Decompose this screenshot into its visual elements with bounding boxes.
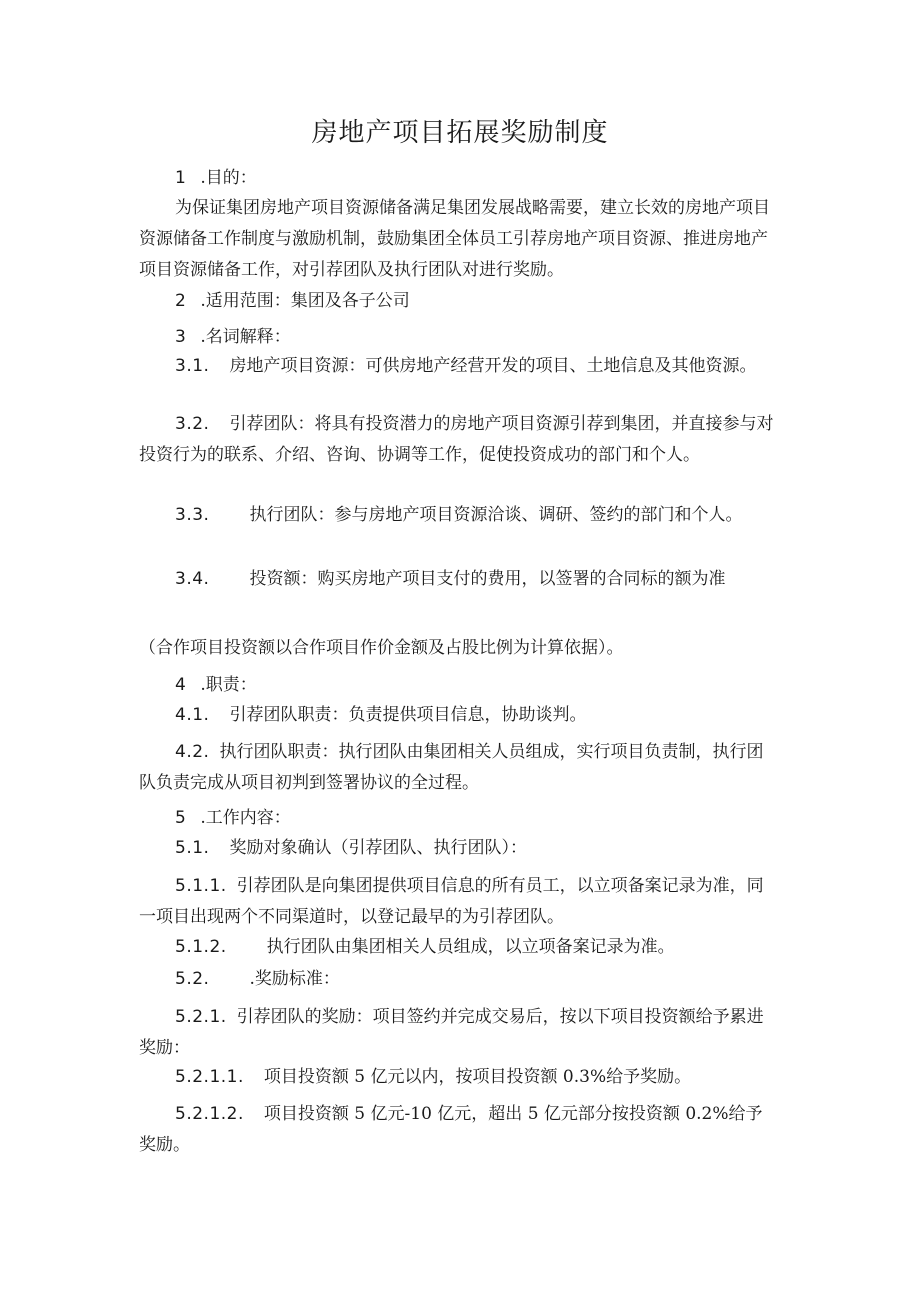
page-title: 房地产项目拓展奖励制度 — [311, 118, 609, 148]
clause-text: 执行团队由集团相关人员组成，以立项备案记录为准。 — [266, 937, 675, 957]
clause-4-2 — [139, 737, 779, 799]
clause-number: 4.2. — [175, 742, 210, 762]
section-label: .工作内容： — [200, 808, 291, 828]
clause-5-2-1-2 — [139, 1099, 779, 1161]
clause-5-2 — [139, 964, 779, 995]
clause-5-1 — [139, 833, 779, 864]
section-number: 2 — [175, 291, 187, 311]
section-3-heading — [139, 322, 779, 353]
clause-text: .奖励标准： — [249, 969, 340, 989]
section-1-heading — [139, 163, 779, 194]
clause-text: 引荐团队的奖励：项目签约并完成交易后，按以下项目投资额给予累进奖励： — [139, 1007, 764, 1058]
clause-3-2 — [139, 409, 779, 471]
clause-text: 投资额：购买房地产项目支付的费用，以签署的合同标的额为准 — [249, 569, 726, 589]
section-label: .职责： — [200, 675, 257, 695]
clause-3-4-note: （合作项目投资额以合作项目作价金额及占股比例为计算依据）。 — [139, 638, 624, 658]
clause-text: 引荐团队职责：负责提供项目信息，协助谈判。 — [229, 705, 587, 725]
clause-5-2-1-1 — [139, 1062, 779, 1093]
clause-text: 执行团队：参与房地产项目资源洽谈、调研、签约的部门和个人。 — [249, 505, 743, 525]
section-5-heading — [139, 803, 779, 834]
clause-text: 奖励对象确认（引荐团队、执行团队）： — [229, 838, 527, 858]
clause-text: 房地产项目资源：可供房地产经营开发的项目、土地信息及其他资源。 — [229, 356, 757, 376]
clause-number: 5.1. — [175, 838, 210, 858]
clause-3-3 — [139, 500, 779, 531]
section-4-heading — [139, 670, 779, 701]
clause-3-4 — [139, 564, 779, 595]
clause-4-1 — [139, 700, 779, 731]
clause-number: 5.1.2. — [175, 937, 227, 957]
clause-number: 3.2. — [175, 414, 210, 434]
section-2-heading — [139, 286, 779, 317]
section-label: .适用范围：集团及各子公司 — [200, 291, 410, 311]
clause-text: 引荐团队是向集团提供项目信息的所有员工，以立项备案记录为准，同一项目出现两个不同渠道时，以登记最早的为引荐团队。 — [139, 876, 764, 927]
clause-number: 4.1. — [175, 705, 210, 725]
clause-text: 项目投资额 5 亿元-10 亿元，超出 5 亿元部分按投资额 0.2%给予奖励。 — [139, 1104, 763, 1155]
section-number: 1 — [175, 168, 187, 188]
section-label: .目的： — [200, 168, 257, 188]
clause-number: 5.1.1. — [175, 876, 227, 896]
clause-number: 3.4. — [175, 569, 210, 589]
clause-number: 3.1. — [175, 356, 210, 376]
clause-number: 5.2.1.2. — [175, 1104, 244, 1124]
clause-number: 5.2. — [175, 969, 210, 989]
clause-number: 5.2.1.1. — [175, 1067, 244, 1087]
clause-number: 3.3. — [175, 505, 210, 525]
clause-text: 执行团队职责：执行团队由集团相关人员组成，实行项目负责制，执行团队负责完成从项目初判到签署协议的全过程。 — [139, 742, 764, 793]
section-label: .名词解释： — [200, 327, 291, 347]
clause-3-1 — [139, 351, 779, 382]
clause-number: 5.2.1. — [175, 1007, 227, 1027]
clause-5-1-2 — [139, 932, 779, 963]
section-number: 3 — [175, 327, 187, 347]
purpose-paragraph: 为保证集团房地产项目资源储备满足集团发展战略需要，建立长效的房地产项目资源储备工作制度与激励机制，鼓励集团全体员工引荐房地产项目资源、推进房地产项目资源储备工作，对引荐团队及执行团队对进行奖励。 — [139, 198, 770, 280]
clause-5-2-1 — [139, 1002, 779, 1064]
section-number: 5 — [175, 808, 187, 828]
clause-text: 引荐团队：将具有投资潜力的房地产项目资源引荐到集团，并直接参与对投资行为的联系、介绍、咨询、协调等工作，促使投资成功的部门和个人。 — [139, 414, 774, 465]
clause-5-1-1 — [139, 871, 779, 933]
section-number: 4 — [175, 675, 187, 695]
clause-text: 项目投资额 5 亿元以内，按项目投资额 0.3%给予奖励。 — [263, 1067, 692, 1087]
